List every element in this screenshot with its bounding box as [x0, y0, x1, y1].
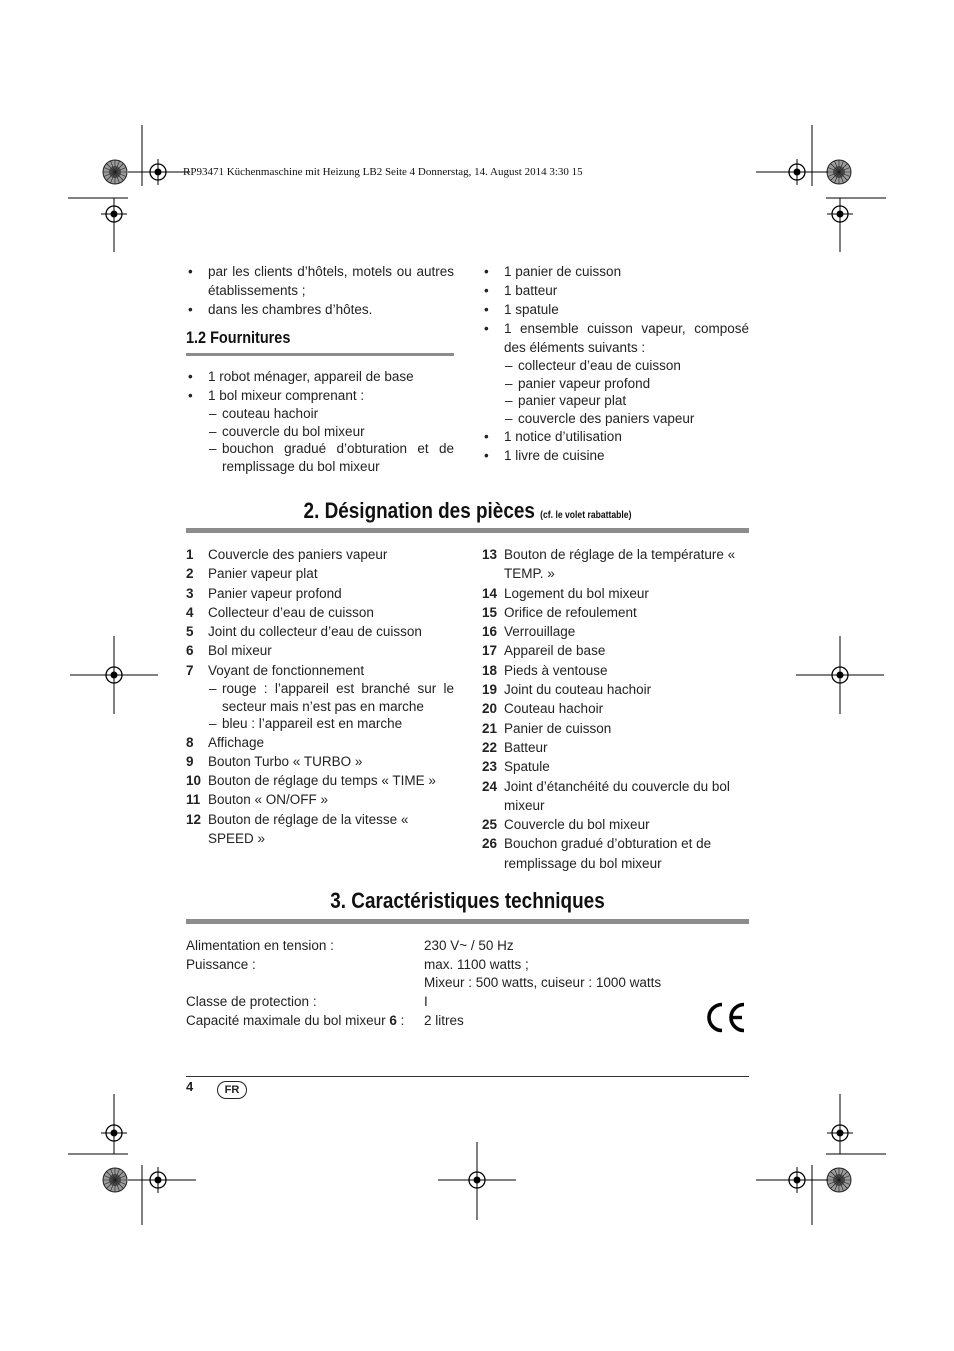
list-item: • 1 panier de cuisson: [482, 262, 749, 281]
part-row: 24 Joint d’étanchéité du couvercle du bol mixeur: [482, 778, 730, 813]
section-rule: [186, 919, 749, 924]
language-badge: FR: [217, 1081, 247, 1099]
section-title-fournitures: 1.2 Fournitures: [186, 328, 291, 347]
part-row: 18 Pieds à ventouse: [482, 662, 608, 678]
list-subitem: – collecteur d’eau de cuisson: [482, 357, 749, 375]
part-row: 6 Bol mixeur: [186, 643, 272, 659]
part-row: 12 Bouton de réglage de la vitesse « SPEED »: [186, 811, 409, 847]
print-header: RP93471 Küchenmaschine mit Heizung LB2 Seite 4 Donnerstag, 14. August 2014 3:30 15: [183, 166, 583, 178]
list-item: • par les clients d’hôtels, motels ou autres établissements ;: [186, 262, 454, 300]
intro-list: [186, 262, 454, 319]
ce-mark-icon: [703, 1001, 747, 1034]
section-rule: [186, 353, 454, 356]
designation-title-text: 2. Désignation des pièces: [303, 498, 535, 523]
part-row: 9 Bouton Turbo « TURBO »: [186, 753, 363, 769]
part-row: 26 Bouchon gradué d’obturation et de remplissage du bol mixeur: [482, 836, 712, 871]
part-row: 4 Collecteur d’eau de cuisson: [186, 604, 374, 620]
parts-left-list: [186, 545, 454, 848]
part-row: 15 Orifice de refoulement: [482, 604, 637, 620]
part-row: 5 Joint du collecteur d’eau de cuisson: [186, 624, 422, 640]
designation-title-note: (cf. le volet rabattable): [540, 510, 632, 521]
list-subitem: – couvercle du bol mixeur: [186, 423, 454, 441]
part-row: 17 Appareil de base: [482, 643, 606, 659]
footer-rule: [186, 1076, 749, 1077]
part-subitem: – rouge : l’appareil est branché sur le secteur mais n’est pas en marche: [186, 680, 454, 715]
section-title-specs: 3. Caractéristiques techniques: [330, 888, 605, 913]
part-row: 1 Couvercle des paniers vapeur: [186, 547, 388, 562]
parts-right-list: [482, 545, 744, 873]
part-row: 21 Panier de cuisson: [482, 720, 612, 736]
section-title-designation: [225, 498, 709, 524]
part-row: 3 Panier vapeur profond: [186, 585, 342, 601]
list-item: • dans les chambres d’hôtes.: [186, 300, 454, 319]
part-row: 14 Logement du bol mixeur: [482, 585, 649, 601]
part-row: 23 Spatule: [482, 759, 550, 775]
list-item: • 1 batteur: [482, 281, 749, 300]
list-item: • 1 robot ménager, appareil de base: [186, 367, 454, 386]
part-row: 25 Couvercle du bol mixeur: [482, 817, 650, 833]
part-row: 2 Panier vapeur plat: [186, 566, 318, 582]
list-item: • 1 ensemble cuisson vapeur, composé des éléments suivants :: [482, 319, 749, 357]
list-subitem: – couvercle des paniers vapeur: [482, 410, 749, 428]
page-number: 4: [186, 1079, 194, 1094]
part-subitem: – bleu : l’appareil est en marche: [186, 715, 454, 733]
list-subitem: – panier vapeur profond: [482, 375, 749, 393]
list-subitem: – bouchon gradué d’obturation et de remplissage du bol mixeur: [186, 440, 454, 475]
part-row: 11 Bouton « ON/OFF »: [186, 792, 329, 808]
list-item: • 1 livre de cuisine: [482, 446, 749, 465]
part-row: 13 Bouton de réglage de la température « TEMP. »: [482, 547, 736, 582]
part-row: 8 Affichage: [186, 734, 265, 750]
part-row: 19 Joint du couteau hachoir: [482, 682, 652, 698]
part-row: 20 Couteau hachoir: [482, 701, 604, 717]
part-row: 16 Verrouillage: [482, 624, 576, 640]
part-row: 7 Voyant de fonctionnement: [186, 662, 365, 678]
fournitures-left-list: [186, 367, 454, 475]
list-item: • 1 notice d’utilisation: [482, 427, 749, 446]
list-subitem: – panier vapeur plat: [482, 392, 749, 410]
list-subitem: – couteau hachoir: [186, 405, 454, 423]
list-item: • 1 spatule: [482, 300, 749, 319]
list-item: • 1 bol mixeur comprenant :: [186, 386, 454, 405]
fournitures-right-list: [482, 262, 749, 465]
part-row: 22 Batteur: [482, 739, 548, 755]
section-rule: [186, 528, 749, 533]
part-row: 10 Bouton de réglage du temps « TIME »: [186, 773, 436, 789]
